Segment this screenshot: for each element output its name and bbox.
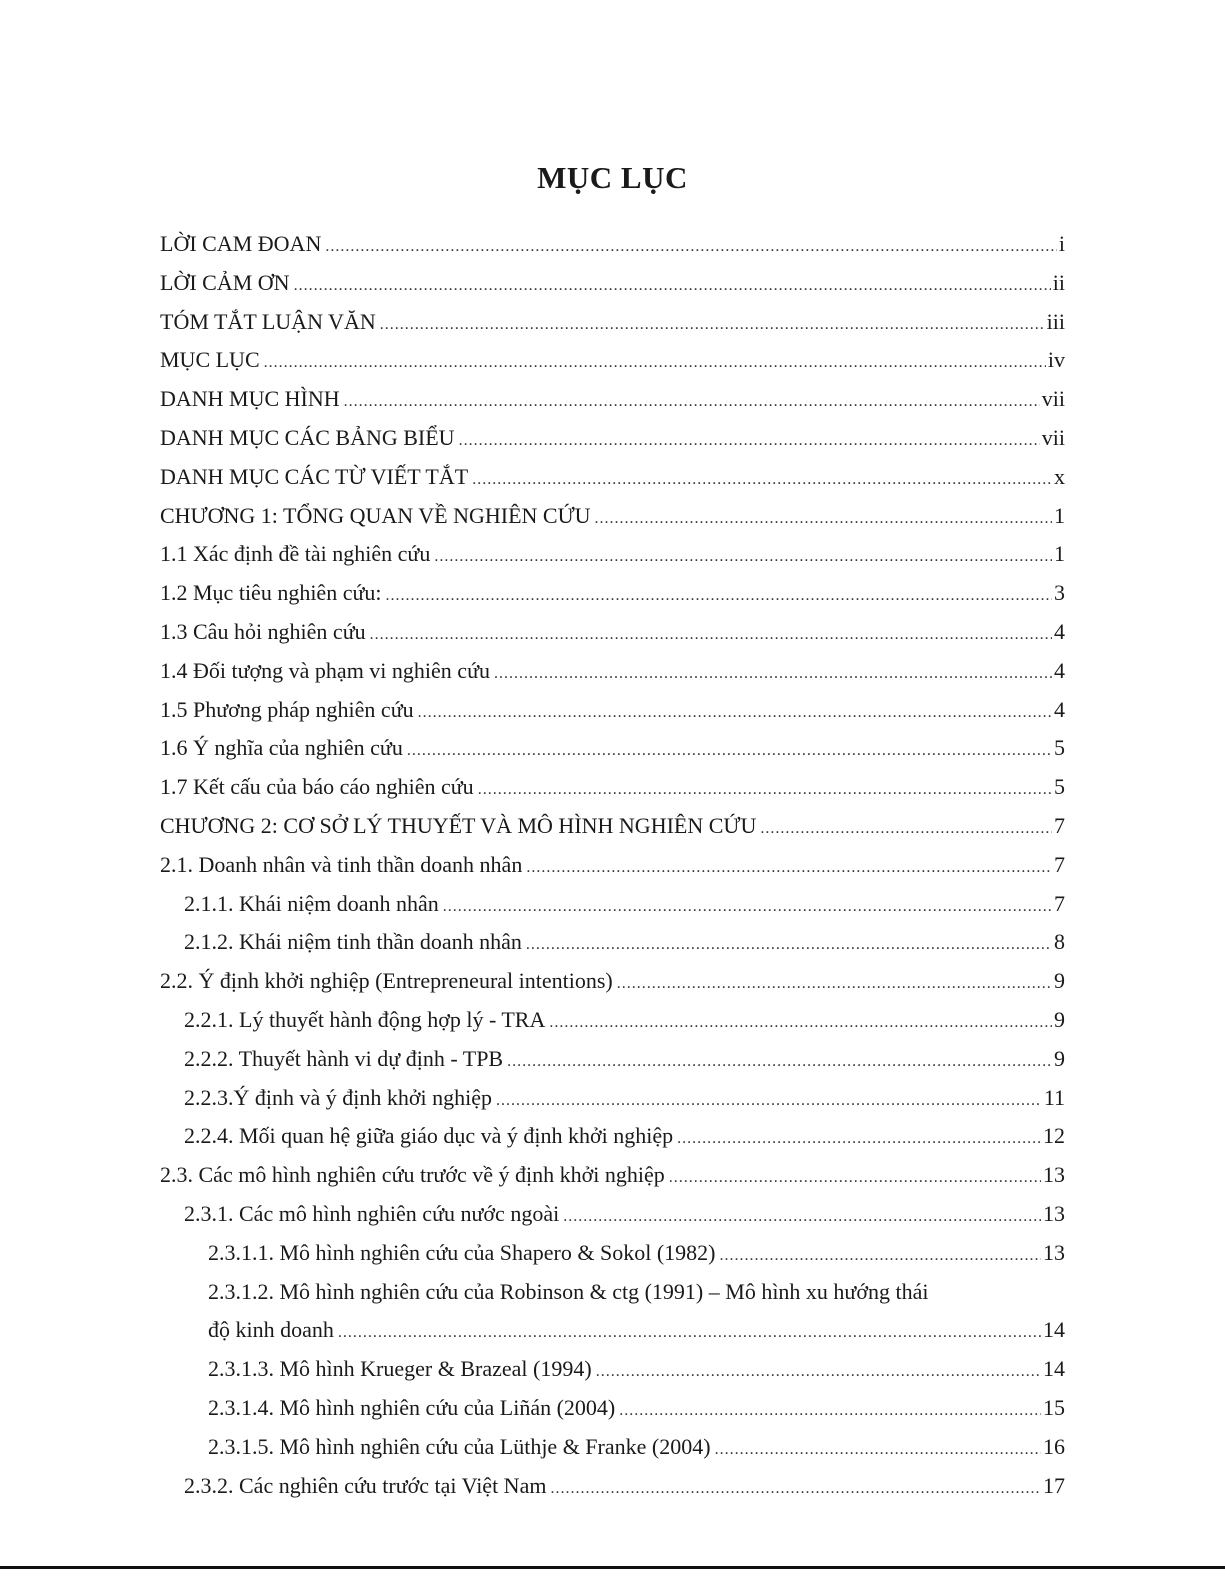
toc-dot-leader xyxy=(677,1120,1041,1159)
toc-page-number: 8 xyxy=(1054,929,1065,955)
toc-entry[interactable] xyxy=(160,1350,1065,1389)
toc-entry-label: 1.3 Câu hỏi nghiên cứu xyxy=(160,618,366,644)
toc-entry[interactable] xyxy=(160,729,1065,768)
toc-entry[interactable] xyxy=(160,1079,1065,1118)
toc-page-number: 14 xyxy=(1043,1356,1065,1382)
toc-page-number: 11 xyxy=(1043,1084,1065,1110)
toc-entry[interactable] xyxy=(160,1001,1065,1040)
toc-dot-leader xyxy=(472,461,1052,500)
toc-page-number: 4 xyxy=(1054,696,1065,722)
toc-dot-leader xyxy=(669,1159,1041,1198)
toc-page-number: 12 xyxy=(1043,1123,1065,1149)
toc-dot-leader xyxy=(526,849,1052,888)
toc-entry-label: 2.2.1. Lý thuyết hành động hợp lý - TRA xyxy=(184,1006,546,1032)
toc-page-number: 9 xyxy=(1054,968,1065,994)
toc-entry-label: TÓM TẮT LUẬN VĂN xyxy=(160,308,376,334)
toc-entry[interactable] xyxy=(160,923,1065,962)
toc-dot-leader xyxy=(434,538,1052,577)
toc-entry-label: DANH MỤC CÁC TỪ VIẾT TẮT xyxy=(160,463,469,489)
toc-entry-label: 2.3.2. Các nghiên cứu trước tại Việt Nam xyxy=(184,1472,547,1498)
toc-entry[interactable] xyxy=(160,303,1065,342)
toc-entry[interactable] xyxy=(160,962,1065,1001)
toc-dot-leader xyxy=(407,732,1052,771)
toc-entry-label: 2.3.1.5. Mô hình nghiên cứu của Lüthje & Franke (2004) xyxy=(208,1433,711,1459)
toc-page-number: 14 xyxy=(1043,1317,1065,1343)
toc-entry[interactable] xyxy=(160,1428,1065,1467)
toc-entry[interactable] xyxy=(160,1040,1065,1079)
toc-entry[interactable] xyxy=(160,1117,1065,1156)
table-of-contents xyxy=(160,225,1065,1505)
toc-entry-label: DANH MỤC HÌNH xyxy=(160,386,340,412)
toc-dot-leader xyxy=(418,694,1052,733)
toc-entry-label: 2.3. Các mô hình nghiên cứu trước về ý định khởi nghiệp xyxy=(160,1162,665,1188)
toc-entry-label: 2.2. Ý định khởi nghiệp (Entrepreneural intentions) xyxy=(160,968,613,994)
toc-dot-leader xyxy=(526,926,1052,965)
toc-page-number: 4 xyxy=(1054,657,1065,683)
toc-entry[interactable] xyxy=(160,1467,1065,1506)
toc-entry[interactable] xyxy=(160,419,1065,458)
toc-entry[interactable] xyxy=(160,1156,1065,1195)
toc-page-number: 7 xyxy=(1054,812,1065,838)
toc-dot-leader xyxy=(443,888,1052,927)
toc-page-number: 9 xyxy=(1054,1006,1065,1032)
toc-entry-label: MỤC LỤC xyxy=(160,347,260,373)
toc-page-number: 15 xyxy=(1043,1394,1065,1420)
toc-entry[interactable] xyxy=(160,574,1065,613)
toc-dot-leader xyxy=(760,810,1052,849)
toc-page-number: ii xyxy=(1052,269,1065,295)
toc-page-number: 9 xyxy=(1054,1045,1065,1071)
toc-entry[interactable] xyxy=(160,497,1065,536)
toc-page-number: 7 xyxy=(1054,851,1065,877)
toc-page-number: 1 xyxy=(1054,541,1065,567)
toc-entry[interactable] xyxy=(160,380,1065,419)
toc-page-number: 7 xyxy=(1054,890,1065,916)
toc-entry[interactable] xyxy=(160,807,1065,846)
toc-page-number: vii xyxy=(1041,424,1065,450)
toc-entry-label: LỜI CAM ĐOAN xyxy=(160,231,322,256)
toc-entry[interactable] xyxy=(160,768,1065,807)
toc-entry-label: 2.1.2. Khái niệm tinh thần doanh nhân xyxy=(184,929,522,955)
toc-entry-label: CHƯƠNG 1: TỔNG QUAN VỀ NGHIÊN CỨU xyxy=(160,502,591,528)
toc-page-number: 13 xyxy=(1043,1162,1065,1188)
toc-dot-leader xyxy=(715,1431,1041,1470)
toc-entry-label: 2.3.1.1. Mô hình nghiên cứu của Shapero & Sokol (1982) xyxy=(208,1239,716,1265)
toc-entry-label: 2.2.3.Ý định và ý định khởi nghiệp xyxy=(184,1084,492,1110)
toc-dot-leader xyxy=(338,1314,1041,1353)
toc-entry[interactable] xyxy=(160,1234,1065,1273)
toc-entry[interactable] xyxy=(160,652,1065,691)
toc-entry-label: 1.6 Ý nghĩa của nghiên cứu xyxy=(160,735,403,761)
toc-dot-leader xyxy=(380,306,1045,345)
toc-entry-label: 1.5 Phương pháp nghiên cứu xyxy=(160,696,414,722)
toc-page-number: x xyxy=(1054,463,1065,489)
toc-entry-label: độ kinh doanh xyxy=(208,1317,334,1343)
toc-entry-label: 1.4 Đối tượng và phạm vi nghiên cứu xyxy=(160,657,490,683)
toc-entry[interactable] xyxy=(160,885,1065,924)
toc-entry[interactable] xyxy=(160,1311,1065,1350)
toc-entry[interactable] xyxy=(160,535,1065,574)
toc-dot-leader xyxy=(550,1470,1041,1509)
toc-dot-leader xyxy=(386,577,1053,616)
toc-page-number: 13 xyxy=(1043,1239,1065,1265)
toc-page-number: 13 xyxy=(1043,1200,1065,1226)
toc-entry-label: 2.3.1.3. Mô hình Krueger & Brazeal (1994) xyxy=(208,1356,592,1382)
toc-dot-leader xyxy=(719,1237,1041,1276)
toc-entry-label: 2.3.1.4. Mô hình nghiên cứu của Liñán (2004) xyxy=(208,1394,616,1420)
toc-dot-leader xyxy=(595,500,1052,539)
toc-dot-leader xyxy=(294,267,1051,306)
toc-dot-leader xyxy=(619,1392,1041,1431)
toc-page-number: iii xyxy=(1046,308,1065,334)
toc-page-number: 17 xyxy=(1043,1472,1065,1498)
toc-entry[interactable] xyxy=(160,691,1065,730)
toc-entry-label[interactable]: 2.3.1.2. Mô hình nghiên cứu của Robinson & ctg (1991) – Mô hình xu hướng thái xyxy=(208,1278,929,1304)
toc-page-number: 5 xyxy=(1054,774,1065,800)
page-bottom-border xyxy=(0,1566,1225,1569)
toc-dot-leader xyxy=(344,383,1040,422)
toc-page-number: i xyxy=(1058,231,1065,256)
toc-page-number: vii xyxy=(1041,386,1065,412)
toc-dot-leader xyxy=(264,344,1046,383)
toc-entry[interactable] xyxy=(160,613,1065,652)
toc-page-number: 3 xyxy=(1054,580,1065,606)
toc-entry-label: 1.7 Kết cấu của báo cáo nghiên cứu xyxy=(160,774,474,800)
toc-page-number: iv xyxy=(1047,347,1065,373)
toc-dot-leader xyxy=(596,1353,1041,1392)
toc-entry-label: 1.2 Mục tiêu nghiên cứu: xyxy=(160,580,382,606)
toc-dot-leader xyxy=(563,1198,1041,1237)
toc-page-number: 16 xyxy=(1043,1433,1065,1459)
toc-entry-label: 1.1 Xác định đề tài nghiên cứu xyxy=(160,541,431,567)
toc-dot-leader xyxy=(325,228,1057,267)
toc-entry-label: 2.2.4. Mối quan hệ giữa giáo dục và ý định khởi nghiệp xyxy=(184,1123,674,1149)
toc-page-number: 4 xyxy=(1054,618,1065,644)
toc-entry[interactable] xyxy=(160,341,1065,380)
page-title: MỤC LỤC xyxy=(537,160,688,195)
toc-page-number: 1 xyxy=(1054,502,1065,528)
toc-entry-label: CHƯƠNG 2: CƠ SỞ LÝ THUYẾT VÀ MÔ HÌNH NGHIÊN CỨU xyxy=(160,812,757,838)
toc-dot-leader xyxy=(478,771,1052,810)
toc-dot-leader xyxy=(370,616,1052,655)
toc-dot-leader xyxy=(549,1004,1052,1043)
toc-entry[interactable] xyxy=(160,225,1065,264)
toc-entry[interactable] xyxy=(160,1389,1065,1428)
toc-dot-leader xyxy=(496,1082,1042,1121)
toc-entry-label: 2.1. Doanh nhân và tinh thần doanh nhân xyxy=(160,851,523,877)
toc-entry[interactable] xyxy=(160,264,1065,303)
toc-dot-leader xyxy=(617,965,1052,1004)
toc-entry-label: 2.1.1. Khái niệm doanh nhân xyxy=(184,890,439,916)
toc-entry[interactable] xyxy=(160,458,1065,497)
toc-dot-leader xyxy=(459,422,1040,461)
toc-dot-leader xyxy=(507,1043,1052,1082)
toc-dot-leader xyxy=(494,655,1052,694)
toc-entry[interactable] xyxy=(160,1195,1065,1234)
toc-entry[interactable] xyxy=(160,846,1065,885)
toc-entry-label: LỜI CẢM ƠN xyxy=(160,269,290,295)
toc-entry-label: DANH MỤC CÁC BẢNG BIỂU xyxy=(160,424,455,450)
toc-entry-label: 2.3.1. Các mô hình nghiên cứu nước ngoài xyxy=(184,1200,560,1226)
toc-entry-label: 2.2.2. Thuyết hành vi dự định - TPB xyxy=(184,1045,504,1071)
toc-page-number: 5 xyxy=(1054,735,1065,761)
